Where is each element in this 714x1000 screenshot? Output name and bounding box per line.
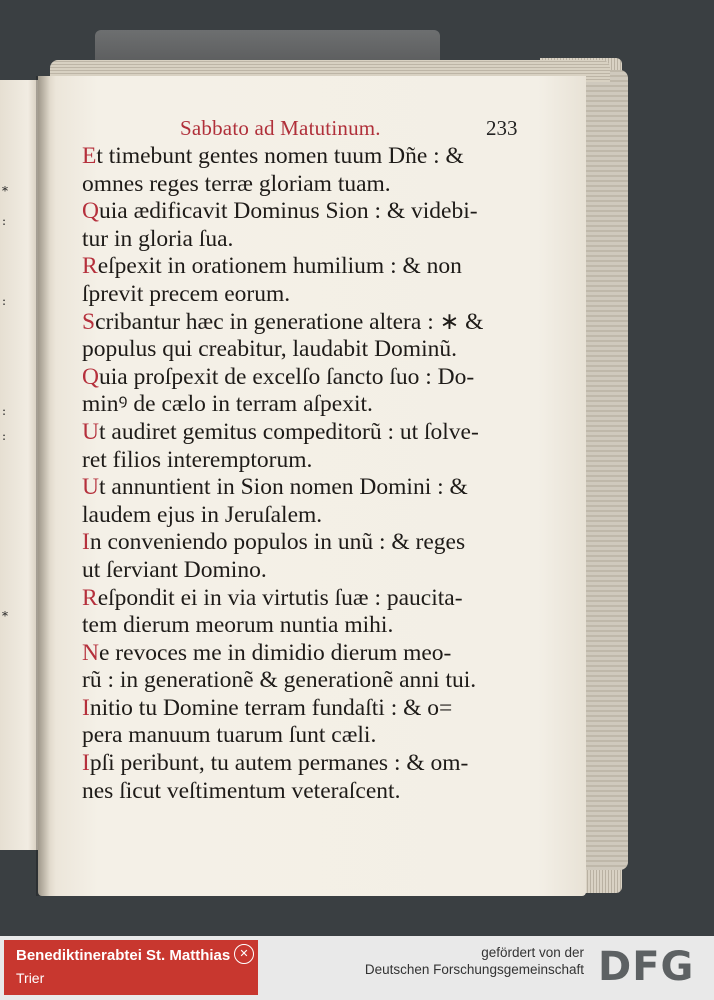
rubricated-initial: S bbox=[82, 308, 96, 335]
line-text: pera manuum tuarum ſunt cæli. bbox=[82, 722, 377, 749]
abbey-seal-icon: ✕ bbox=[234, 944, 254, 964]
rubricated-initial: I bbox=[82, 694, 90, 721]
line-text: eſpexit in orationem humilium : & non bbox=[97, 253, 462, 280]
text-line bbox=[82, 309, 522, 337]
funding-note bbox=[365, 944, 584, 978]
line-text: ret filios interemptorum. bbox=[82, 446, 313, 473]
rubricated-initial: I bbox=[82, 750, 90, 777]
line-text: nitio tu Domine terram fundaſti : & o= bbox=[89, 694, 453, 721]
institution-name: Benediktinerabtei St. Matthias bbox=[16, 947, 231, 964]
rubricated-initial: R bbox=[82, 253, 98, 280]
text-line bbox=[82, 198, 522, 226]
dfg-logo[interactable]: DFG bbox=[598, 944, 695, 990]
facing-page-edge bbox=[0, 80, 40, 850]
line-text: t audiret gemitus compeditorũ : ut ſolve- bbox=[98, 418, 479, 445]
line-text: eſpondit ei in via virtutis ſuæ : paucita- bbox=[97, 584, 463, 611]
rubricated-initial: Q bbox=[82, 363, 99, 390]
funding-line: Deutschen Forschungsgemeinschaft bbox=[364, 962, 584, 977]
text-line bbox=[82, 474, 522, 502]
text-line bbox=[82, 336, 522, 364]
text-line bbox=[82, 143, 522, 171]
line-text: ſprevit precem eorum. bbox=[82, 280, 291, 307]
rubricated-initial: I bbox=[82, 529, 90, 556]
text-line bbox=[82, 529, 522, 557]
rubricated-initial: Q bbox=[82, 198, 99, 225]
text-line bbox=[82, 750, 522, 778]
text-line bbox=[82, 364, 522, 392]
fore-edge bbox=[586, 70, 628, 870]
text-line bbox=[82, 253, 522, 281]
text-line bbox=[82, 585, 522, 613]
text-line bbox=[82, 722, 522, 750]
line-text: rũ : in generationẽ & generationẽ anni tui. bbox=[82, 667, 477, 694]
page-number: 233 bbox=[486, 116, 518, 140]
line-text: uia ædificavit Dominus Sion : & videbi- bbox=[98, 198, 478, 225]
psalm-text bbox=[82, 143, 522, 805]
text-line bbox=[82, 640, 522, 668]
line-text: minꝰ de cælo in terram aſpexit. bbox=[82, 391, 373, 418]
facing-page-mark: : bbox=[2, 404, 7, 418]
line-text: tur in gloria ſua. bbox=[82, 225, 234, 252]
running-head: Sabbato ad Matutinum. bbox=[180, 116, 381, 140]
line-text: omnes reges terræ gloriam tuam. bbox=[82, 170, 391, 197]
line-text: uia proſpexit de excelſo ſancto ſuo : Do- bbox=[98, 363, 475, 390]
text-line bbox=[82, 419, 522, 447]
line-text: tem dierum meorum nuntia mihi. bbox=[82, 612, 394, 639]
line-text: populus qui creabitur, laudabit Dominũ. bbox=[82, 336, 457, 363]
text-line bbox=[82, 281, 522, 309]
text-line bbox=[82, 667, 522, 695]
text-line bbox=[82, 557, 522, 585]
line-text: laudem ejus in Jeruſalem. bbox=[82, 501, 323, 528]
line-text: t timebunt gentes nomen tuum Dñe : & bbox=[96, 143, 464, 169]
facing-page-mark: : bbox=[2, 429, 7, 443]
gutter-shadow bbox=[36, 76, 50, 896]
rubricated-initial: E bbox=[82, 143, 97, 169]
text-line bbox=[82, 612, 522, 640]
line-text: cribantur hæc in generatione altera : ∗ & bbox=[95, 308, 484, 335]
rubricated-initial: R bbox=[82, 584, 98, 611]
facing-page-mark: : bbox=[2, 294, 7, 308]
text-line bbox=[82, 695, 522, 723]
line-text: pſi peribunt, tu autem permanes : & om- bbox=[89, 750, 469, 777]
facing-page-mark: * bbox=[2, 184, 8, 198]
line-text: e revoces me in dimidio dierum meo- bbox=[98, 639, 452, 666]
text-line bbox=[82, 502, 522, 530]
rubricated-initial: N bbox=[82, 639, 99, 666]
institution-city: Trier bbox=[16, 970, 45, 986]
text-line bbox=[82, 171, 522, 199]
funding-line: gefördert von der bbox=[481, 945, 584, 960]
facing-page-mark: * bbox=[2, 609, 8, 623]
rubricated-initial: U bbox=[82, 474, 99, 501]
line-text: ut ſerviant Domino. bbox=[82, 556, 267, 583]
text-line bbox=[82, 226, 522, 254]
line-text: n conveniendo populos in unũ : & reges bbox=[89, 529, 466, 556]
facing-page-mark: : bbox=[2, 214, 7, 228]
text-line bbox=[82, 778, 522, 806]
text-line bbox=[82, 447, 522, 475]
rubricated-initial: U bbox=[82, 418, 99, 445]
text-line bbox=[82, 391, 522, 419]
line-text: nes ſicut veſtimentum veteraſcent. bbox=[82, 777, 401, 804]
line-text: t annuntient in Sion nomen Domini : & bbox=[98, 474, 468, 501]
institution-badge[interactable] bbox=[4, 940, 258, 995]
